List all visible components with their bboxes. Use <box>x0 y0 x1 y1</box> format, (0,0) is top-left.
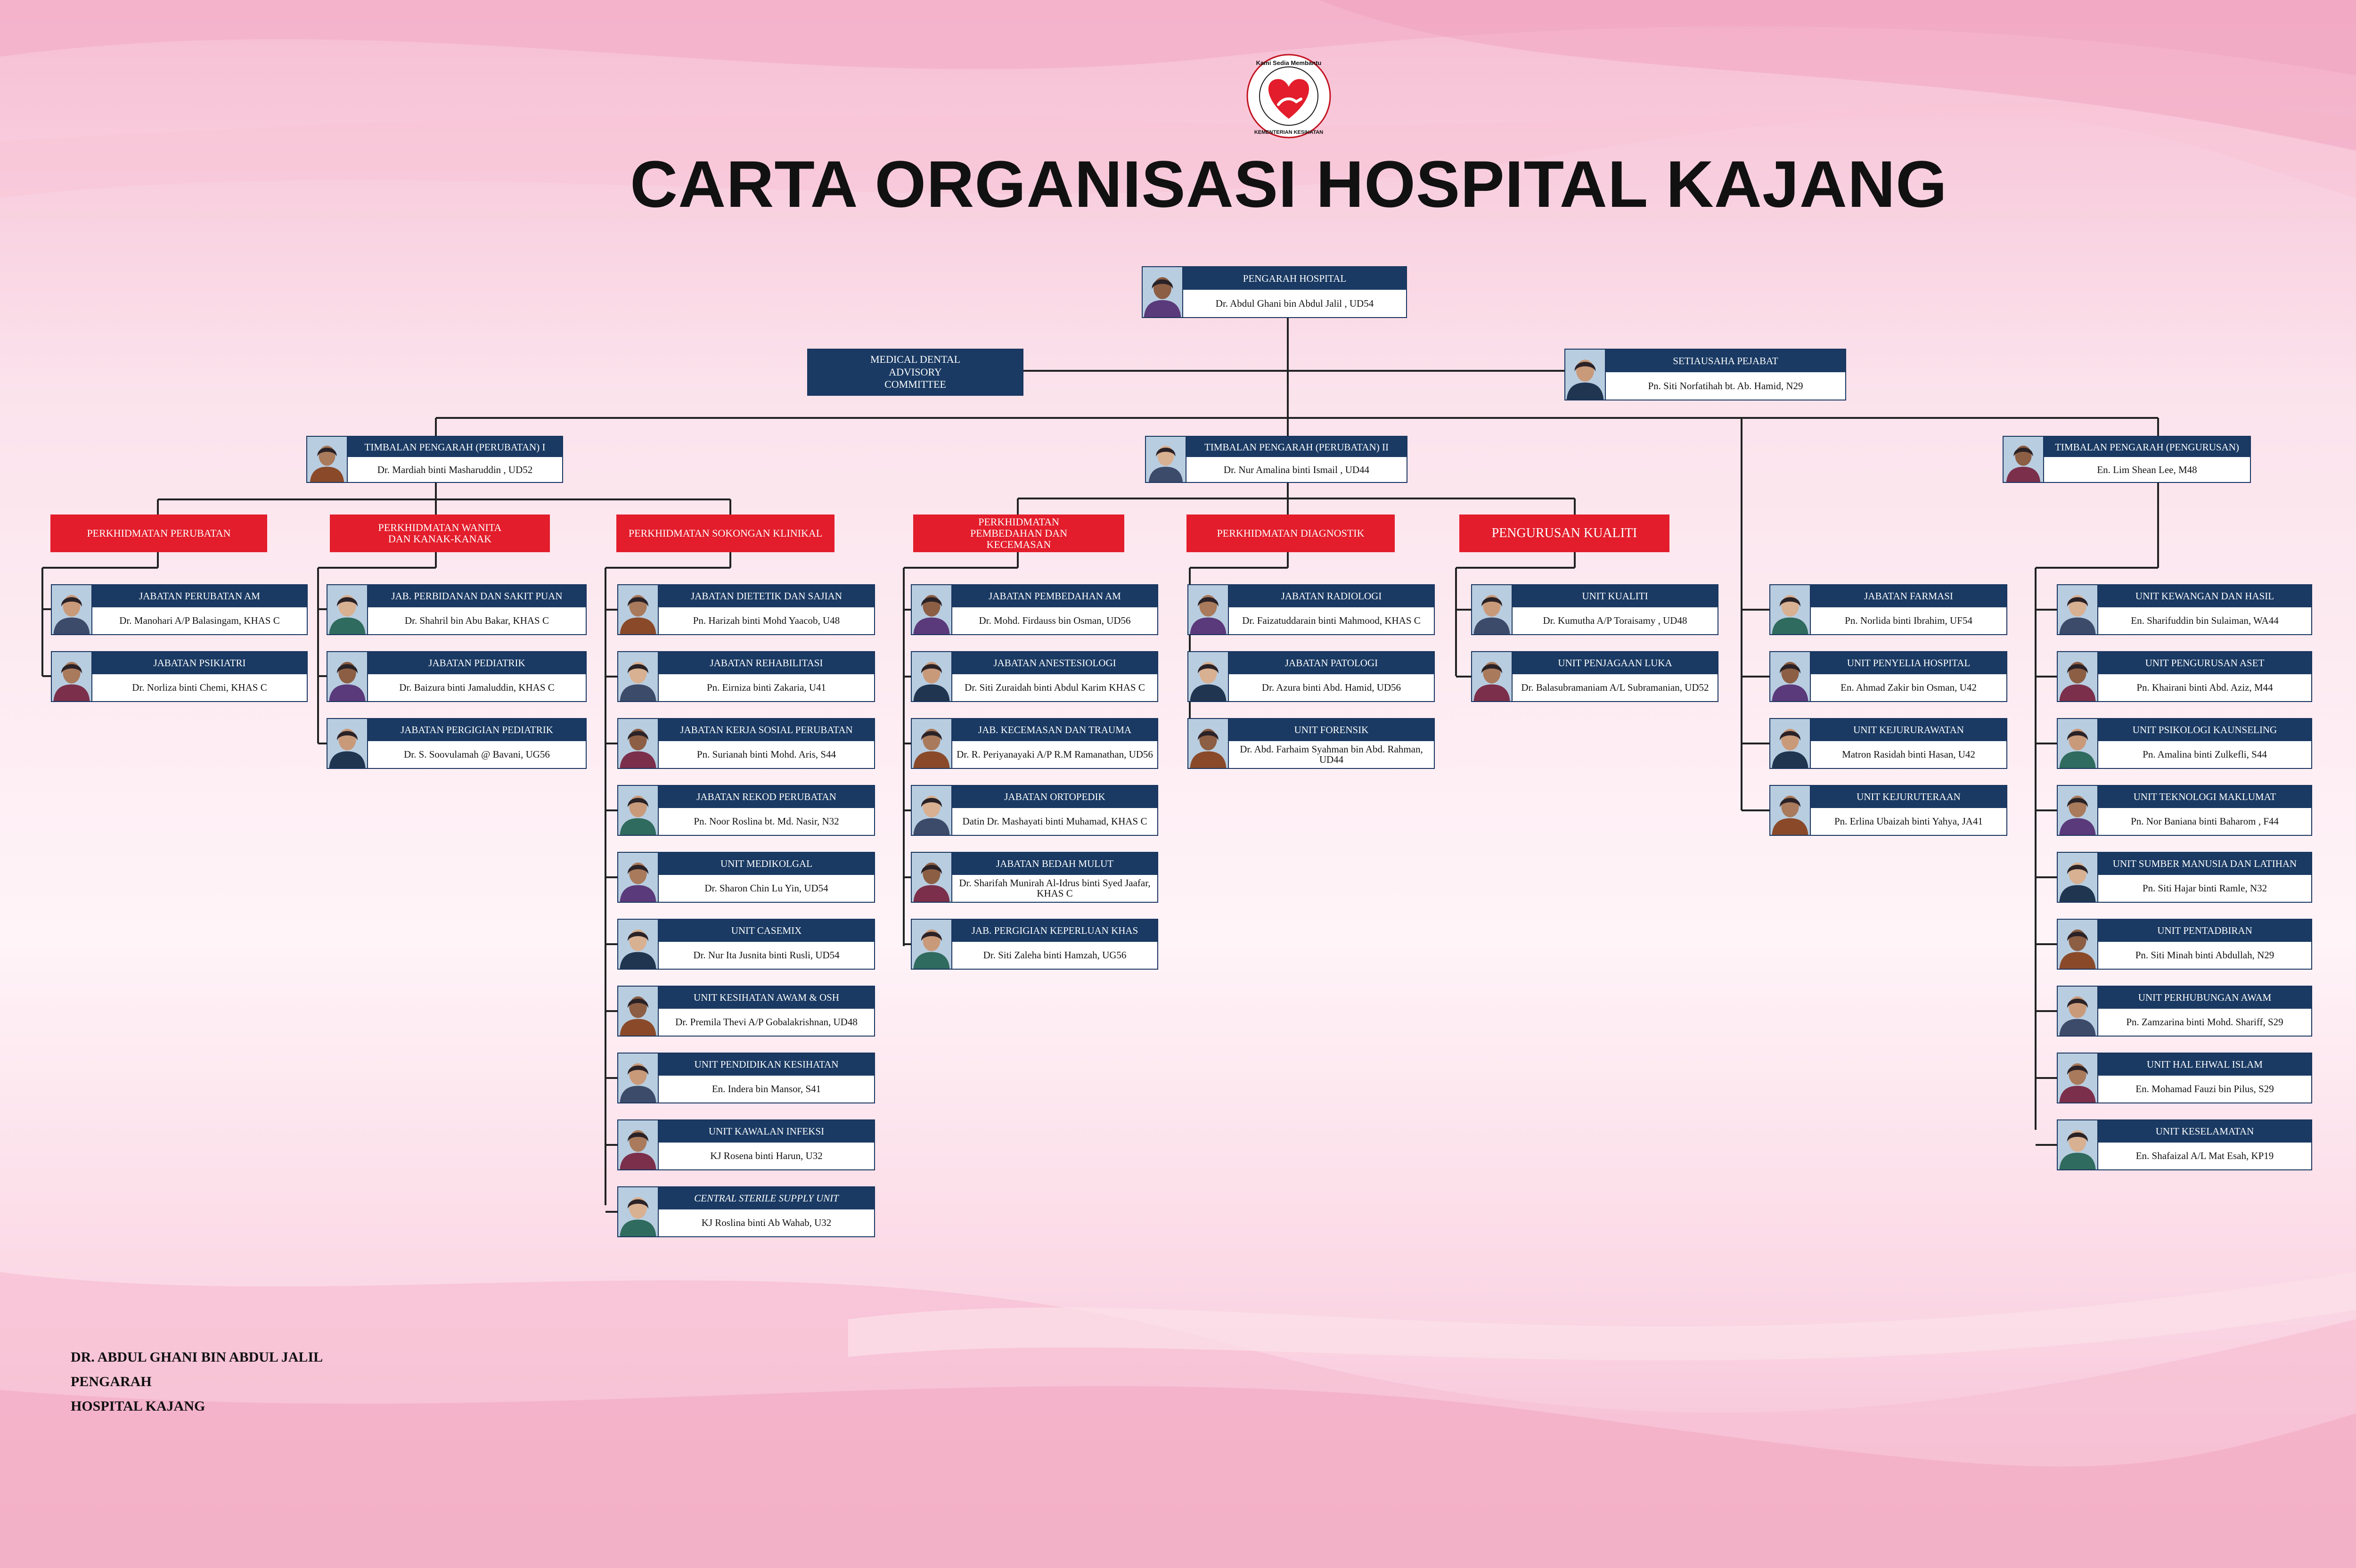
deputy-director-medical-1-card <box>306 436 563 483</box>
unit-card <box>2057 785 2312 836</box>
unit-title: UNIT PENJAGAAN LUKA <box>1513 652 1718 674</box>
staff-photo <box>618 652 659 701</box>
unit-head-name: Dr. Siti Zuraidah binti Abdul Karim KHAS C <box>965 682 1145 694</box>
unit-card <box>617 1119 875 1170</box>
unit-title: JABATAN PEDIATRIK <box>368 652 586 674</box>
unit-card <box>617 651 875 702</box>
unit-title: UNIT PSIKOLOGI KAUNSELING <box>2098 719 2311 741</box>
unit-title: UNIT PENTADBIRAN <box>2098 920 2311 942</box>
unit-card <box>51 651 308 702</box>
staff-photo <box>912 920 952 969</box>
staff-photo <box>618 719 659 768</box>
unit-title: JABATAN ORTOPEDIK <box>952 786 1157 808</box>
staff-photo <box>1188 652 1229 701</box>
unit-title: JABATAN PATOLOGI <box>1229 652 1434 674</box>
deputy-3-photo <box>2004 437 2044 482</box>
unit-title: JAB. PERBIDANAN DAN SAKIT PUAN <box>368 585 586 607</box>
staff-photo <box>2058 719 2098 768</box>
unit-head-name: Dr. Faizatuddarain binti Mahmood, KHAS C <box>1242 615 1421 627</box>
staff-photo <box>2058 652 2098 701</box>
unit-title: JABATAN BEDAH MULUT <box>952 853 1157 875</box>
staff-photo <box>2058 786 2098 835</box>
unit-title: UNIT CASEMIX <box>659 920 874 942</box>
unit-card <box>2057 718 2312 769</box>
staff-photo <box>912 585 952 634</box>
unit-title: UNIT HAL EHWAL ISLAM <box>2098 1054 2311 1076</box>
staff-photo <box>1472 652 1513 701</box>
unit-card <box>327 651 587 702</box>
staff-photo <box>2058 920 2098 969</box>
unit-head-name: En. Shafaizal A/L Mat Esah, KP19 <box>2135 1150 2274 1162</box>
unit-head-name: Matron Rasidah binti Hasan, U42 <box>1842 749 1975 760</box>
unit-head-name: Dr. Baizura binti Jamaluddin, KHAS C <box>399 682 555 694</box>
staff-photo <box>618 786 659 835</box>
unit-card <box>911 919 1158 970</box>
unit-head-name: KJ Rosena binti Harun, U32 <box>710 1150 823 1162</box>
svg-text:KEMENTERIAN KESIHATAN: KEMENTERIAN KESIHATAN <box>1254 130 1324 135</box>
service-wanita-kanak: PERKHIDMATAN WANITA DAN KANAK-KANAK <box>330 514 550 552</box>
staff-photo <box>618 853 659 902</box>
unit-head-name: Dr. R. Periyanayaki A/P R.M Ramanathan, UD56 <box>957 749 1153 760</box>
unit-head-name: Pn. Harizah binti Mohd Yaacob, U48 <box>693 615 840 627</box>
deputy-2-title: TIMBALAN PENGARAH (PERUBATAN) II <box>1186 437 1407 457</box>
director-title: PENGARAH HOSPITAL <box>1183 267 1406 290</box>
unit-head-name: En. Sharifuddin bin Sulaiman, WA44 <box>2131 615 2279 627</box>
staff-photo <box>618 1054 659 1102</box>
unit-title: UNIT PENYELIA HOSPITAL <box>1811 652 2006 674</box>
unit-head-name: Dr. Nur Ita Jusnita binti Rusli, UD54 <box>693 949 840 961</box>
unit-head-name: Pn. Norlida binti Ibrahim, UF54 <box>1845 615 1972 627</box>
unit-title: JAB. KECEMASAN DAN TRAUMA <box>952 719 1157 741</box>
unit-title: UNIT KESIHATAN AWAM & OSH <box>659 987 874 1009</box>
deputy-3-title: TIMBALAN PENGARAH (PENGURUSAN) <box>2044 437 2250 457</box>
unit-head-name: Pn. Amalina binti Zulkefli, S44 <box>2143 749 2267 760</box>
secretary-name: Pn. Siti Norfatihah bt. Ab. Hamid, N29 <box>1648 380 1803 392</box>
unit-card <box>2057 584 2312 635</box>
unit-card <box>2057 651 2312 702</box>
staff-photo <box>618 987 659 1036</box>
unit-title: JABATAN PSIKIATRI <box>92 652 307 674</box>
unit-card <box>1187 651 1435 702</box>
staff-photo <box>912 786 952 835</box>
staff-photo <box>912 652 952 701</box>
staff-photo <box>912 719 952 768</box>
staff-photo <box>52 585 92 634</box>
unit-title: UNIT KAWALAN INFEKSI <box>659 1120 874 1143</box>
unit-card <box>1187 584 1435 635</box>
staff-photo <box>2058 1120 2098 1169</box>
unit-card <box>327 718 587 769</box>
deputy-2-photo <box>1146 437 1186 482</box>
unit-card <box>617 986 875 1037</box>
staff-photo <box>327 585 368 634</box>
unit-card <box>911 718 1158 769</box>
svg-text:Kami Sedia Membantu: Kami Sedia Membantu <box>1256 59 1322 66</box>
unit-card <box>617 1186 875 1237</box>
unit-head-name: Pn. Siti Hajar binti Ramle, N32 <box>2142 882 2267 894</box>
deputy-1-title: TIMBALAN PENGARAH (PERUBATAN) I <box>348 437 562 457</box>
unit-title: UNIT KEJURURAWATAN <box>1811 719 2006 741</box>
unit-title: UNIT PENDIDIKAN KESIHATAN <box>659 1054 874 1076</box>
unit-card <box>617 718 875 769</box>
unit-title: JAB. PERGIGIAN KEPERLUAN KHAS <box>952 920 1157 942</box>
unit-card <box>911 651 1158 702</box>
service-pembedahan-kecemasan: PERKHIDMATAN PEMBEDAHAN DAN KECEMASAN <box>913 514 1124 552</box>
unit-head-name: Dr. Azura binti Abd. Hamid, UD56 <box>1261 682 1401 694</box>
unit-head-name: Pn. Eirniza binti Zakaria, U41 <box>706 682 826 694</box>
unit-head-name: Pn. Noor Roslina bt. Md. Nasir, N32 <box>694 816 839 827</box>
unit-head-name: Dr. S. Soovulamah @ Bavani, UG56 <box>404 749 550 760</box>
deputy-2-name: Dr. Nur Amalina binti Ismail , UD44 <box>1223 464 1370 475</box>
unit-head-name: Dr. Abd. Farhaim Syahman bin Abd. Rahman, UD44 <box>1240 743 1423 766</box>
unit-card <box>911 852 1158 903</box>
signature-position: PENGARAH <box>71 1374 152 1389</box>
unit-card <box>1769 785 2007 836</box>
unit-card <box>2057 852 2312 903</box>
staff-photo <box>618 585 659 634</box>
unit-head-name: En. Ahmad Zakir bin Osman, U42 <box>1841 682 1977 694</box>
unit-card <box>2057 1053 2312 1103</box>
signature-place: HOSPITAL KAJANG <box>71 1398 205 1414</box>
unit-title: JABATAN DIETETIK DAN SAJIAN <box>659 585 874 607</box>
unit-card <box>51 584 308 635</box>
signature-name: DR. ABDUL GHANI BIN ABDUL JALIL <box>71 1349 323 1365</box>
unit-card <box>1769 651 2007 702</box>
unit-head-name: Dr. Sharifah Munirah Al-Idrus binti Syed Jaafar, KHAS C <box>959 877 1151 899</box>
unit-card <box>617 785 875 836</box>
unit-head-name: KJ Roslina binti Ab Wahab, U32 <box>701 1217 832 1229</box>
deputy-1-name: Dr. Mardiah binti Masharuddin , UD52 <box>377 464 533 475</box>
unit-head-name: Pn. Zamzarina binti Mohd. Shariff, S29 <box>2126 1016 2283 1028</box>
staff-photo <box>618 1187 659 1236</box>
director-photo <box>1143 267 1183 317</box>
staff-photo <box>1188 585 1229 634</box>
secretary-card <box>1564 349 1846 400</box>
page-title: CARTA ORGANISASI HOSPITAL KAJANG <box>630 147 1947 221</box>
staff-photo <box>327 719 368 768</box>
unit-head-name: En. Mohamad Fauzi bin Pilus, S29 <box>2135 1083 2274 1095</box>
unit-head-name: Dr. Kumutha A/P Toraisamy , UD48 <box>1543 615 1687 627</box>
deputy-director-management-card <box>2003 436 2251 483</box>
unit-card <box>2057 1119 2312 1170</box>
unit-title: JABATAN PEMBEDAHAN AM <box>952 585 1157 607</box>
service-diagnostik: PERKHIDMATAN DIAGNOSTIK <box>1186 514 1395 552</box>
director-name: Dr. Abdul Ghani bin Abdul Jalil , UD54 <box>1215 297 1374 309</box>
unit-head-name: Datin Dr. Mashayati binti Muhamad, KHAS C <box>962 816 1147 827</box>
unit-title: UNIT MEDIKOLGAL <box>659 853 874 875</box>
staff-photo <box>1770 585 1811 634</box>
secretary-title: SETIAUSAHA PEJABAT <box>1606 350 1845 372</box>
staff-photo <box>912 853 952 902</box>
unit-card <box>1187 718 1435 769</box>
unit-title: JABATAN REKOD PERUBATAN <box>659 786 874 808</box>
unit-title: UNIT TEKNOLOGI MAKLUMAT <box>2098 786 2311 808</box>
unit-head-name: Dr. Shahril bin Abu Bakar, KHAS C <box>405 615 549 627</box>
unit-head-name: Pn. Siti Minah binti Abdullah, N29 <box>2135 949 2274 961</box>
deputy-1-photo <box>307 437 348 482</box>
staff-photo <box>1770 719 1811 768</box>
unit-card <box>911 584 1158 635</box>
deputy-director-medical-2-card <box>1145 436 1407 483</box>
unit-head-name: Pn. Surianah binti Mohd. Aris, S44 <box>696 749 836 760</box>
unit-title: JABATAN PERUBATAN AM <box>92 585 307 607</box>
unit-card <box>2057 986 2312 1037</box>
staff-photo <box>1770 652 1811 701</box>
unit-title: UNIT PENGURUSAN ASET <box>2098 652 2311 674</box>
unit-head-name: Dr. Norliza binti Chemi, KHAS C <box>132 682 267 694</box>
staff-photo <box>2058 585 2098 634</box>
unit-head-name: Dr. Balasubramaniam A/L Subramanian, UD52 <box>1521 682 1709 694</box>
unit-card <box>327 584 587 635</box>
deputy-3-name: En. Lim Shean Lee, M48 <box>2097 464 2197 475</box>
unit-card <box>1471 651 1718 702</box>
service-sokongan-klinikal: PERKHIDMATAN SOKONGAN KLINIKAL <box>616 514 834 552</box>
unit-title: UNIT KEWANGAN DAN HASIL <box>2098 585 2311 607</box>
staff-photo <box>52 652 92 701</box>
unit-title: UNIT SUMBER MANUSIA DAN LATIHAN <box>2098 853 2311 875</box>
unit-card <box>617 852 875 903</box>
unit-title: JABATAN ANESTESIOLOGI <box>952 652 1157 674</box>
signature-block <box>71 1345 323 1419</box>
unit-title: JABATAN PERGIGIAN PEDIATRIK <box>368 719 586 741</box>
unit-card <box>617 919 875 970</box>
staff-photo <box>618 1120 659 1169</box>
unit-head-name: Dr. Mohd. Firdauss bin Osman, UD56 <box>979 615 1131 627</box>
unit-title: JABATAN REHABILITASI <box>659 652 874 674</box>
staff-photo <box>1472 585 1513 634</box>
staff-photo <box>2058 853 2098 902</box>
unit-card <box>617 584 875 635</box>
unit-title: JABATAN KERJA SOSIAL PERUBATAN <box>659 719 874 741</box>
unit-title: UNIT KUALITI <box>1513 585 1718 607</box>
unit-card <box>1769 718 2007 769</box>
unit-card <box>911 785 1158 836</box>
unit-title: JABATAN RADIOLOGI <box>1229 585 1434 607</box>
unit-head-name: En. Indera bin Mansor, S41 <box>712 1083 821 1095</box>
director-card <box>1142 266 1407 318</box>
unit-title: UNIT KESELAMATAN <box>2098 1120 2311 1143</box>
staff-photo <box>1188 719 1229 768</box>
unit-head-name: Pn. Khairani binti Abd. Aziz, M44 <box>2136 682 2273 694</box>
unit-head-name: Dr. Sharon Chin Lu Yin, UD54 <box>704 882 828 894</box>
unit-title: UNIT FORENSIK <box>1229 719 1434 741</box>
staff-photo <box>618 920 659 969</box>
unit-head-name: Pn. Erlina Ubaizah binti Yahya, JA41 <box>1834 816 1983 827</box>
unit-head-name: Pn. Nor Baniana binti Baharom , F44 <box>2131 816 2279 827</box>
staff-photo <box>2058 1054 2098 1102</box>
unit-head-name: Dr. Manohari A/P Balasingam, KHAS C <box>119 615 280 627</box>
unit-card <box>1471 584 1718 635</box>
unit-head-name: Dr. Premila Thevi A/P Gobalakrishnan, UD48 <box>675 1016 858 1028</box>
unit-card <box>2057 919 2312 970</box>
unit-title: UNIT KEJURUTERAAN <box>1811 786 2006 808</box>
staff-photo <box>327 652 368 701</box>
unit-title: JABATAN FARMASI <box>1811 585 2006 607</box>
staff-photo <box>1770 786 1811 835</box>
staff-photo <box>2058 987 2098 1036</box>
service-pengurusan-kualiti: PENGURUSAN KUALITI <box>1459 514 1669 552</box>
unit-head-name: Dr. Siti Zaleha binti Hamzah, UG56 <box>983 949 1127 961</box>
secretary-photo <box>1565 350 1606 400</box>
service-perubatan: PERKHIDMATAN PERUBATAN <box>50 514 267 552</box>
unit-card <box>617 1053 875 1103</box>
unit-title: UNIT PERHUBUNGAN AWAM <box>2098 987 2311 1009</box>
unit-card <box>1769 584 2007 635</box>
unit-title: CENTRAL STERILE SUPPLY UNIT <box>659 1187 874 1209</box>
medical-dental-advisory-committee: MEDICAL DENTAL ADVISORY COMMITTEE <box>807 349 1023 396</box>
